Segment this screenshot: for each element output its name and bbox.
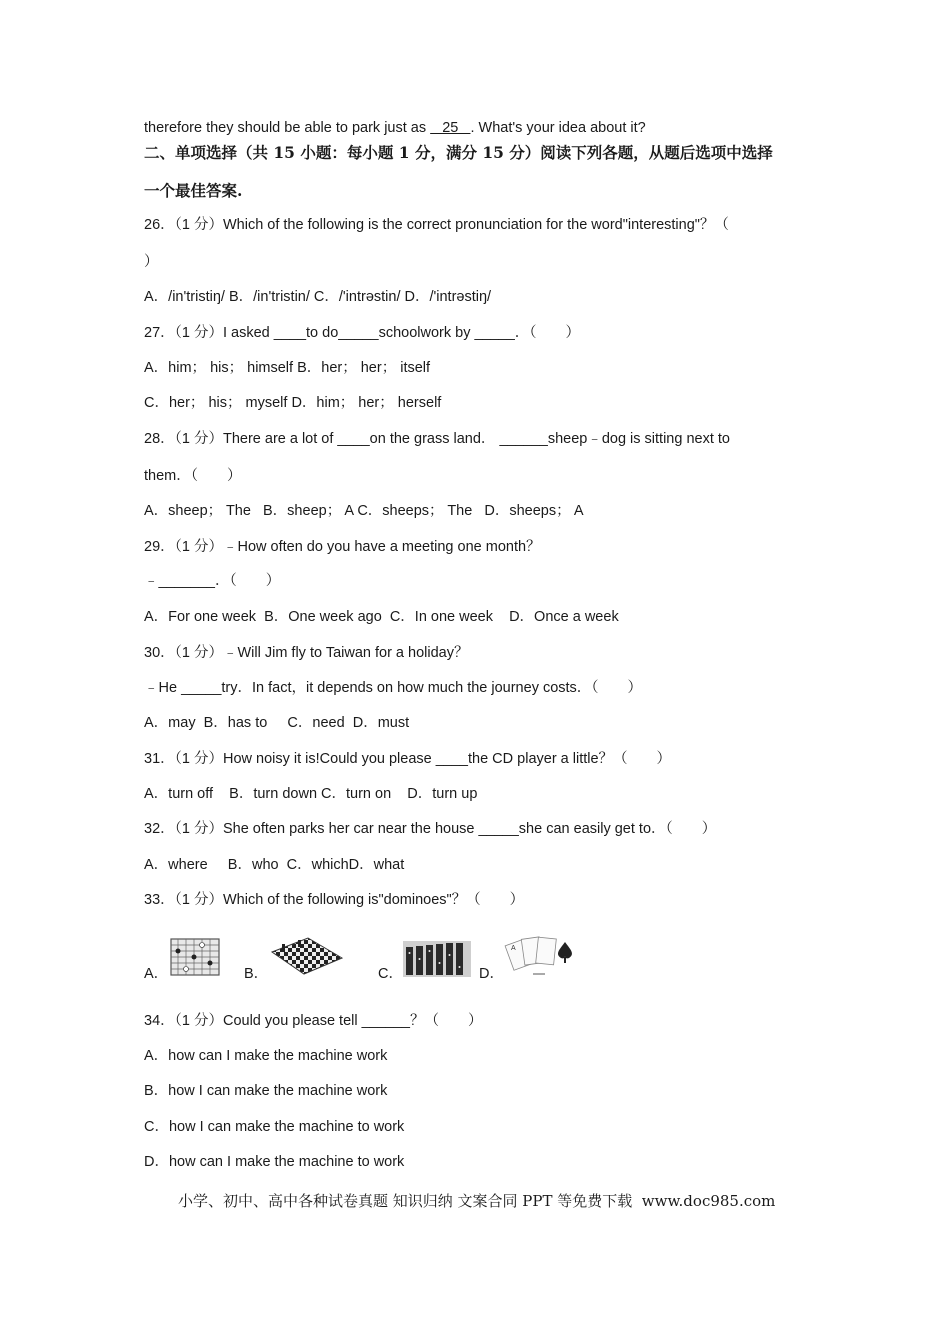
q26-stem: 26．（1 分）Which of the following is the correct pronunciation for the word"interesting"？（ [144, 217, 729, 233]
passage-last-line [144, 118, 646, 138]
go-board-image [170, 938, 220, 976]
q30-options: A．may B．has to C．need D．must [144, 715, 410, 731]
blank-25: 25 [430, 120, 471, 136]
q27-stem: 27．（1 分）I asked ____to do_____schoolwork by _____．（ ） [144, 325, 581, 341]
q30-stem: 30．（1 分）﹣Will Jim fly to Taiwan for a holiday？ [144, 645, 469, 661]
q30-answer-line: ﹣He _____try．In fact，it depends on how much the journey costs．（ ） [144, 680, 643, 696]
q33-label-b: B． [244, 966, 269, 982]
q33-label-c: C． [378, 966, 403, 982]
q32-options: A．where B．who C．whichD．what [144, 857, 405, 873]
q34-option-a: A．how can I make the machine work [144, 1048, 388, 1064]
q28-options: A．sheep； The B．sheep； A C．sheeps； The D．sheeps； A [144, 503, 584, 519]
q33-label-a: A． [144, 966, 169, 982]
q29-stem: 29．（1 分）﹣How often do you have a meeting one month？ [144, 539, 541, 555]
q26-stem-end: ） [144, 254, 159, 270]
q29-answer-line: ﹣_______．（ ） [144, 573, 281, 589]
q28-stem: 28．（1 分）There are a lot of ____on the grass land． ______sheep﹣dog is sitting next to [144, 431, 730, 447]
q32-stem: 32．（1 分）She often parks her car near the house _____she can easily get to．（ ） [144, 821, 717, 837]
q29-options: A．For one week B．One week ago C．In one week D．Once a week [144, 609, 619, 625]
q34-option-d: D．how can I make the machine to work [144, 1154, 405, 1170]
q31-stem: 31．（1 分）How noisy it is!Could you please ____the CD player a little？（ ） [144, 751, 672, 767]
playing-cards-image [503, 934, 579, 978]
chessboard-image [268, 936, 344, 976]
q26-options: A．/in'tristiŋ/ B．/in'tristin/ C．/'intrəstin/ D．/'intrəstiŋ/ [144, 289, 492, 305]
section-heading-cont: 一个最佳答案. [144, 181, 243, 200]
svg-text:A: A [511, 945, 516, 952]
dominoes-image [403, 941, 471, 977]
q28-stem-end: them．（ ） [144, 468, 242, 484]
q27-options-2: C．her； his； myself D．him； her； herself [144, 395, 442, 411]
passage-text: therefore they should be able to park just as [144, 120, 431, 136]
q27-options-1: A．him； his； himself B．her； her； itself [144, 360, 431, 376]
page-footer: 小学、初中、高中各种试卷真题 知识归纳 文案合同 PPT 等免费下载 www.doc985.com [178, 1192, 776, 1210]
q33-stem: 33．（1 分）Which of the following is"dominoes"？（ ） [144, 892, 525, 908]
section-heading: 二、单项选择（共 15 小题：每小题 1 分，满分 15 分）阅读下列各题，从题后选项中选择 [144, 143, 773, 162]
q34-option-b: B．how I can make the machine work [144, 1083, 388, 1099]
passage-text-end: . What's your idea about it? [470, 120, 646, 136]
q34-option-c: C．how I can make the machine to work [144, 1119, 405, 1135]
q31-options: A．turn off B．turn down C．turn on D．turn up [144, 786, 478, 802]
q34-stem: 34．（1 分）Could you please tell ______？（ ） [144, 1013, 483, 1029]
q33-label-d: D． [479, 966, 504, 982]
